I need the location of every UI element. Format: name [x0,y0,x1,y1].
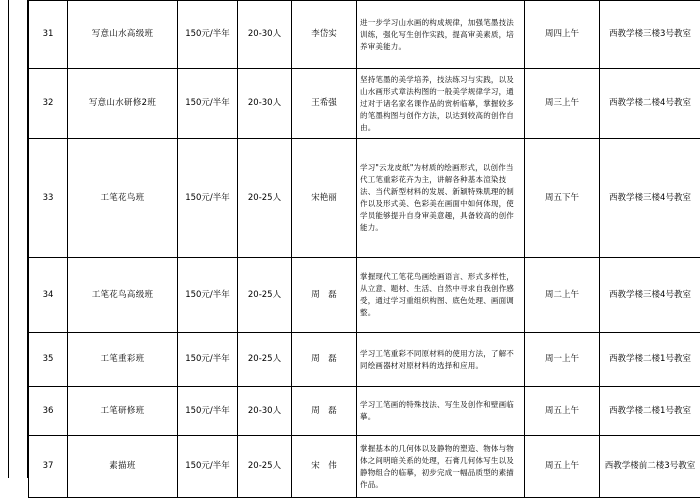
course-description: 学习"云龙皮纸"为材质的绘画形式，以创作当代工笔重彩花卉为主，讲解各种基本渲染技法、当代新型材料的发展、新颖特殊肌理的制作以及形式美、色彩美在画面中如何体现，使学员能够提升自身审美意趣，具备较高的创作能力。 [357,139,525,258]
course-description: 掌握现代工笔花鸟画绘画语言、形式多样性，从立意、题材、生活、自然中寻求自我创作感受，通过学习重组织构图、底色处理、画面调整。 [357,258,525,333]
course-fee: 150元/半年 [178,333,238,387]
course-name: 工笔研修班 [68,387,178,436]
table-row [29,1,700,69]
teacher-name: 宋艳丽 [292,139,357,258]
classroom: 西教学楼三楼4号教室 [600,258,700,333]
course-number: 32 [29,69,68,139]
course-fee: 150元/半年 [178,258,238,333]
class-time: 周一上午 [525,333,600,387]
course-fee: 150元/半年 [178,69,238,139]
course-description: 掌握基本的几何体以及静物的塑造、物体与物体之间明暗关系的处理，石膏几何体写生以及静物组合的临摹，初步完成一幅品质型的素描作品。 [357,436,525,498]
class-time: 周五上午 [525,436,600,498]
table-row [29,333,700,387]
class-size: 20-25人 [238,333,292,387]
class-time: 周二上午 [525,258,600,333]
course-number: 35 [29,333,68,387]
course-number: 31 [29,1,68,69]
table-row [29,258,700,333]
table-row [29,139,700,258]
teacher-name: 周 磊 [292,258,357,333]
class-size: 20-25人 [238,258,292,333]
class-size: 20-30人 [238,1,292,69]
course-description: 学习工笔画的特殊技法、写生及创作和壁画临摹。 [357,387,525,436]
classroom: 西教学楼前二楼3号教室 [600,436,700,498]
course-table [28,0,700,498]
teacher-name: 周 磊 [292,387,357,436]
course-number: 37 [29,436,68,498]
course-name: 写意山水研修2班 [68,69,178,139]
class-time: 周五上午 [525,387,600,436]
course-fee: 150元/半年 [178,436,238,498]
course-number: 34 [29,258,68,333]
course-description: 坚持笔墨的美学培养，技法练习与实践，以及山水画形式章法构图的一般美学规律学习，通过对于诸名家名课作品的赏析临摹，掌握较多的笔墨构图与创作方法，以达到较高的创作自由。 [357,69,525,139]
classroom: 西教学楼三楼3号教室 [600,1,700,69]
teacher-name: 李岱实 [292,1,357,69]
teacher-name: 周 磊 [292,333,357,387]
classroom: 西教学楼三楼4号教室 [600,139,700,258]
classroom: 西教学楼二楼1号教室 [600,387,700,436]
classroom: 西教学楼二楼4号教室 [600,69,700,139]
course-name: 工笔重彩班 [68,333,178,387]
class-size: 20-30人 [238,387,292,436]
class-size: 20-25人 [238,139,292,258]
course-name: 素描班 [68,436,178,498]
course-description: 进一步学习山水画的构成规律，加强笔墨技法训练，强化写生创作实践，提高审美素质，培养审美能力。 [357,1,525,69]
course-fee: 150元/半年 [178,1,238,69]
course-name: 工笔花鸟班 [68,139,178,258]
course-name: 写意山水高级班 [68,1,178,69]
left-border-line [8,0,9,478]
course-description: 学习工笔重彩不同原材料的使用方法，了解不同绘画器材对原材料的选择和应用。 [357,333,525,387]
table-row [29,69,700,139]
course-number: 36 [29,387,68,436]
course-number: 33 [29,139,68,258]
course-fee: 150元/半年 [178,387,238,436]
teacher-name: 王希强 [292,69,357,139]
table-row [29,436,700,498]
course-fee: 150元/半年 [178,139,238,258]
classroom: 西教学楼二楼1号教室 [600,333,700,387]
course-name: 工笔花鸟高级班 [68,258,178,333]
class-size: 20-30人 [238,69,292,139]
class-time: 周三上午 [525,69,600,139]
table-row [29,387,700,436]
class-time: 周五下午 [525,139,600,258]
class-time: 周四上午 [525,1,600,69]
class-size: 20-25人 [238,436,292,498]
teacher-name: 宋 伟 [292,436,357,498]
